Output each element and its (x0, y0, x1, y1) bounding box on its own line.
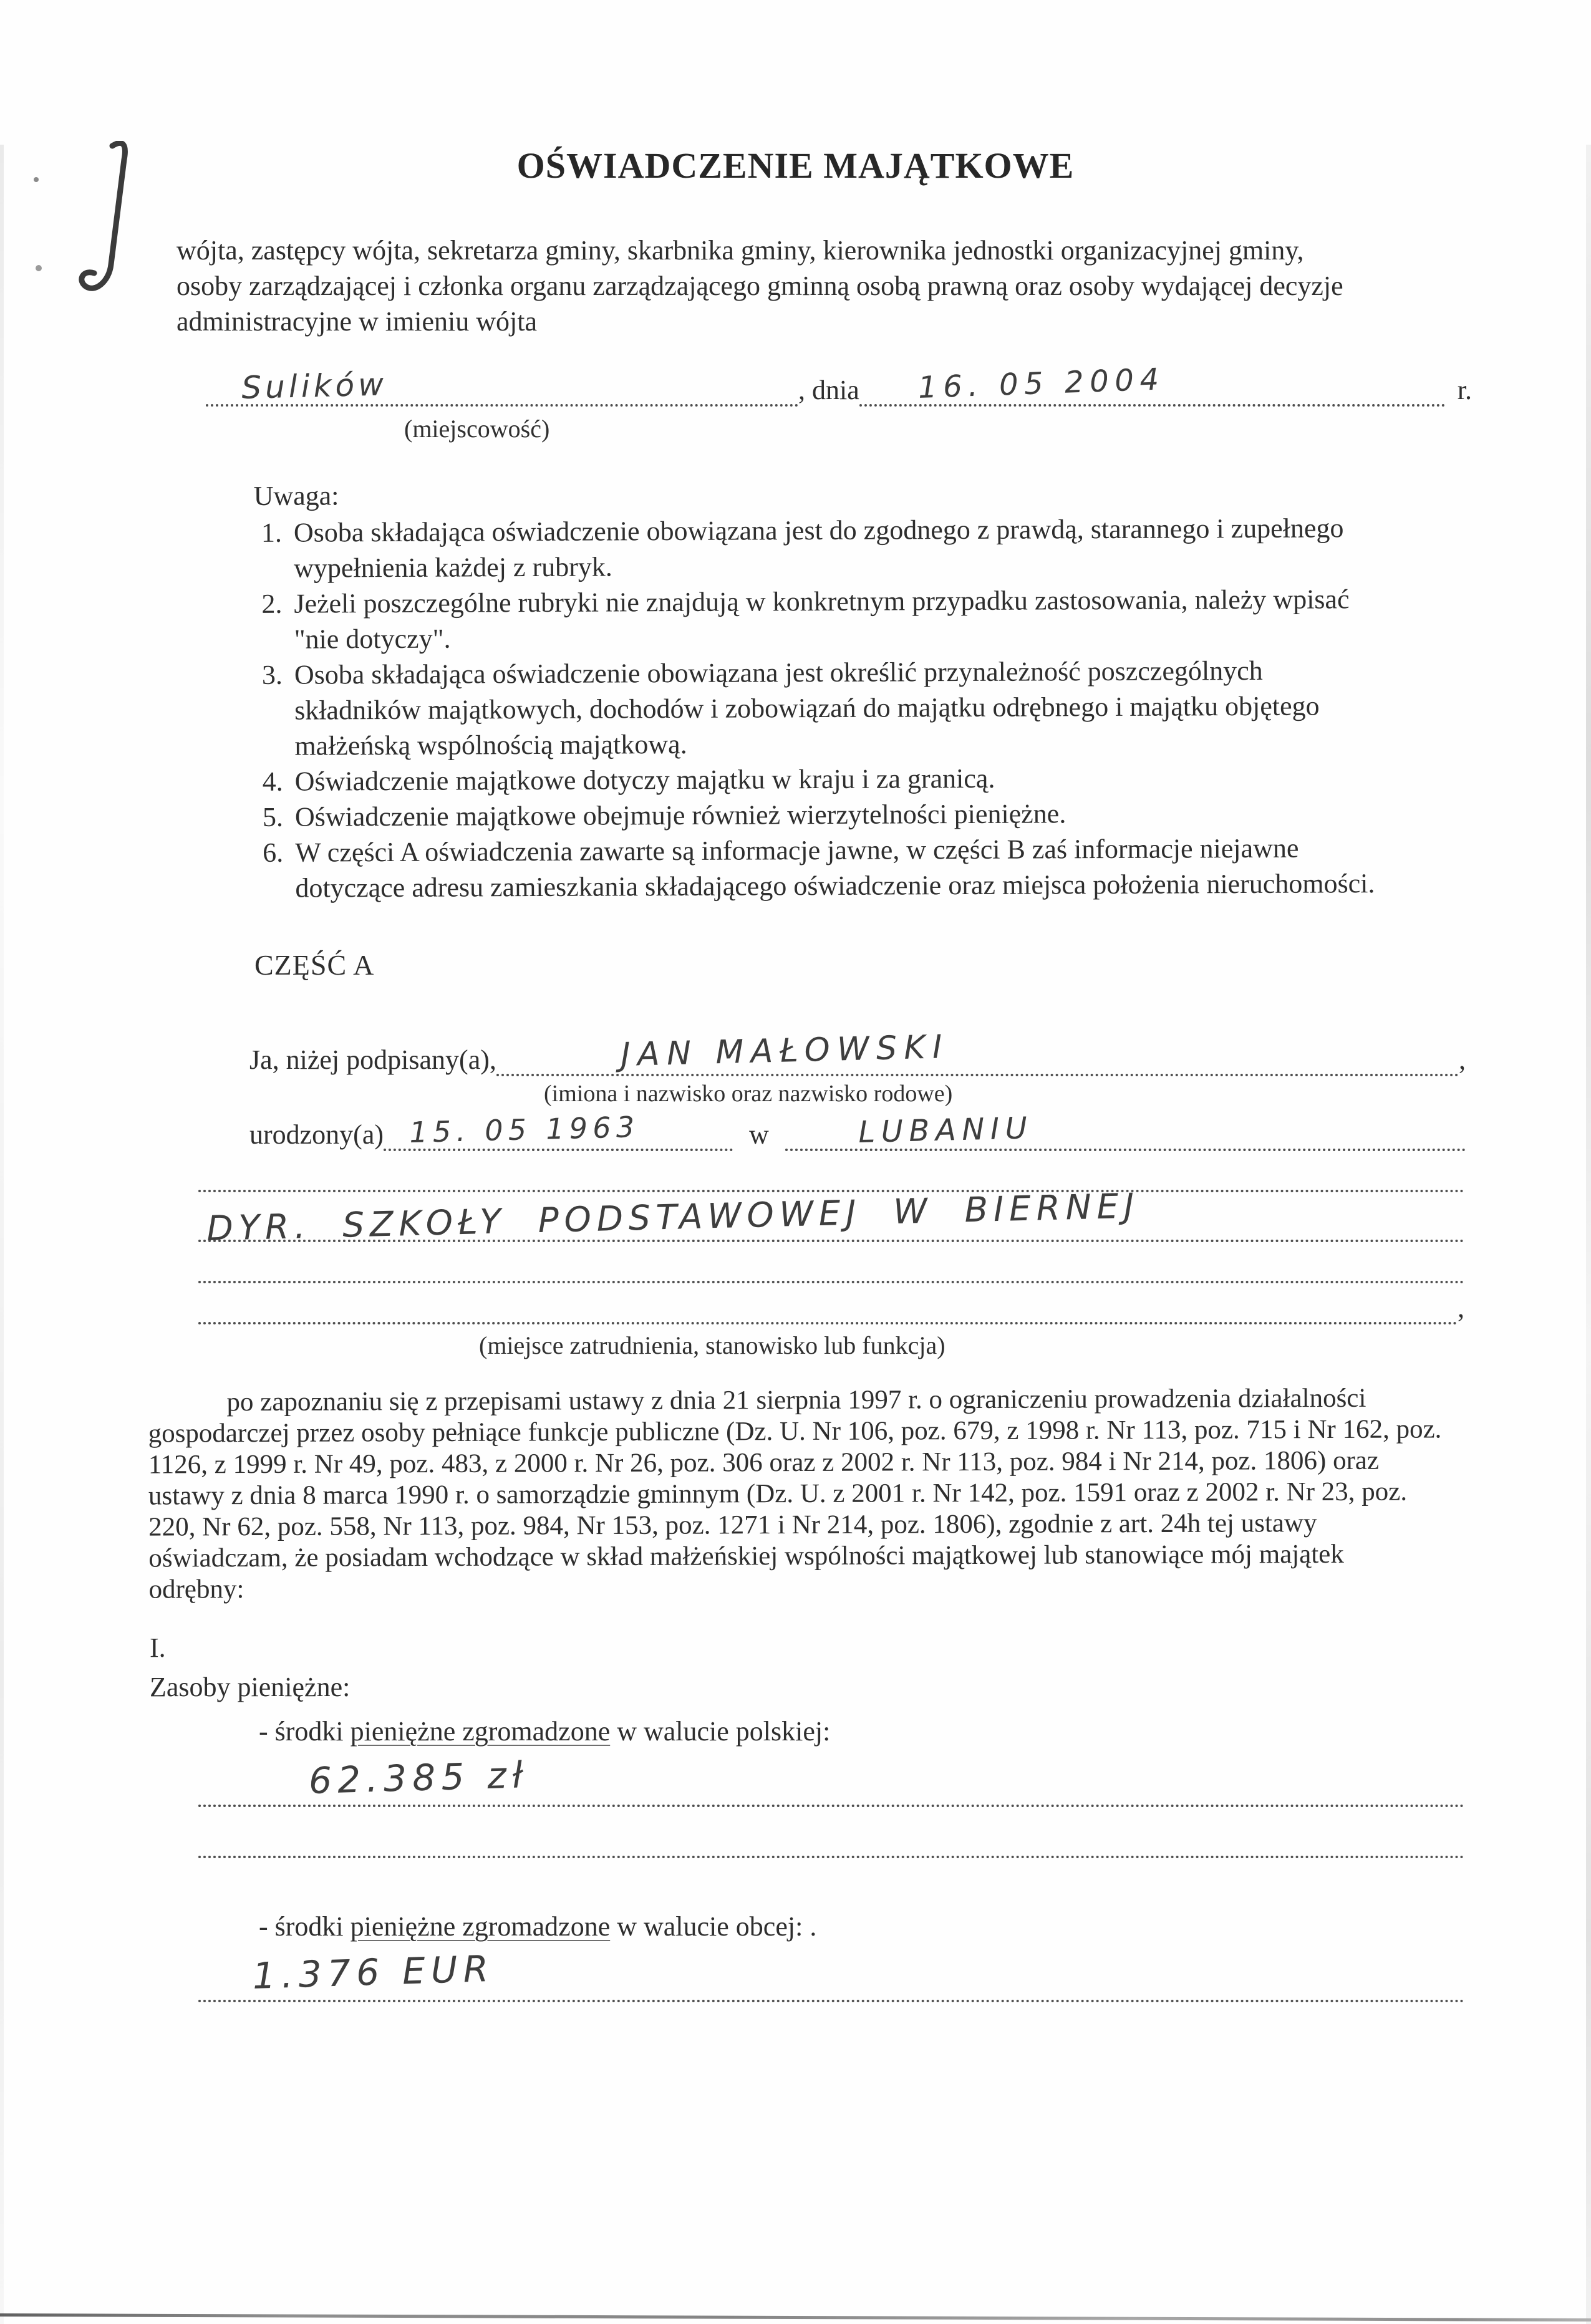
pln-amount-handwriting: 62.385 zł (308, 1753, 529, 1802)
scan-edge-left (0, 145, 4, 2324)
document-title: OŚWIADCZENIE MAJĄTKOWE (516, 145, 1075, 186)
note-item: 5. Oświadczenie majątkowe obejmuje również wierzytelności pieniężne. (290, 794, 1384, 835)
fx-field-line (198, 2000, 1464, 2002)
intro-paragraph: wójta, zastępcy wójta, sekretarza gminy, skarbnika gminy, kierownika jednostki organizacyjnej gminy, osoby zarządzającej i członka organu zarządzającego gminną osobą prawną oraz osoby wydającej decyzje administracyjne w imieniu wójta (177, 235, 1343, 337)
notes-section (254, 473, 1385, 906)
employment-field-line (198, 1185, 1464, 1248)
trailing-comma: , (1459, 1044, 1466, 1075)
part-a-heading: CZĘŚĆ A (254, 949, 375, 981)
note-item: 6. W części A oświadczenia zawarte są informacje jawne, w części B zaś informacje niejawne dotyczące adresu zamieszkania składającego oświadczenie oraz miejsca położenia nieruchomości. (290, 830, 1384, 906)
employment-blank-line (198, 1250, 1464, 1283)
fx-amount-row (198, 1942, 1464, 2002)
pln-amount-row (198, 1747, 1464, 1807)
name-caption: (imiona i nazwisko oraz nazwisko rodowe) (544, 1081, 953, 1107)
employment-row (198, 1185, 1464, 1248)
birth-row (249, 1109, 1466, 1151)
birthdate-field-line (384, 1109, 733, 1151)
employment-handwriting: DYR. SZKOŁY PODSTAWOWEJ W BIERNEJ (206, 1185, 1140, 1248)
section-i-heading: Zasoby pieniężne: (150, 1672, 351, 1702)
employment-blank-line (198, 1159, 1464, 1192)
w-label: w (749, 1119, 769, 1150)
dotted-line (198, 1825, 1464, 1858)
note-item: 3. Osoba składająca oświadczenie obowiązana jest określić przynależność poszczególnych składników majątkowych, dochodów i zobowiązań do majątku odrębnego i majątku objętego małżeńską wspólnością majątkową. (289, 652, 1384, 764)
section-i-numeral: I. (150, 1632, 166, 1663)
place-field-line (206, 366, 798, 407)
name-handwriting: JAN MAŁOWSKI (620, 1028, 950, 1074)
birthdate-handwriting: 15. 05 1963 (409, 1109, 641, 1149)
birthplace-handwriting: LUBANIU (858, 1111, 1033, 1150)
notes-list (254, 510, 1385, 906)
dnia-label: , dnia (798, 375, 859, 405)
fx-amount-handwriting: 1.376 EUR (251, 1947, 495, 1997)
place-handwriting: Sulików (241, 366, 388, 406)
ja-label: Ja, niżej podpisany(a), (249, 1044, 496, 1075)
date-handwriting: 16. 05 2004 (917, 362, 1166, 405)
scan-edge-right (1586, 145, 1591, 2324)
fx-funds-label: - środki pieniężne zgromadzone w walucie obcej: . (259, 1911, 817, 1942)
dotted-line (198, 1291, 1458, 1324)
note-item: 2. Jeżeli poszczególne rubryki nie znajdują w konkretnym przypadku zastosowania, należy wpisać "nie dotyczy". (289, 581, 1383, 657)
note-item: 4. Oświadczenie majątkowe dotyczy majątku w kraju i za granicą. (290, 759, 1384, 799)
pln-field-line (198, 1805, 1464, 1807)
pln-blank-line (198, 1825, 1464, 1858)
name-row (249, 1028, 1466, 1076)
trailing-comma: , (1458, 1293, 1464, 1323)
pln-funds-label: - środki pieniężne zgromadzone w walucie polskiej: (259, 1716, 831, 1747)
legal-paragraph: po zapoznaniu się z przepisami ustawy z dnia 21 sierpnia 1997 r. o ograniczeniu prowadzenia działalności gospodarczej przez osoby pełniące funkcje publiczne (Dz. U. Nr 106, poz. 679, z 1998 r. Nr 113, poz. 715 i Nr 162, poz. 1126, z 1999 r. Nr 49, poz. 483, z 2000 r. Nr 26, poz. 306 oraz z 2002 r. Nr 113, poz. 984 i Nr 214, poz. 1806) oraz ustawy z dnia 8 marca 1990 r. o samorządzie gminnym (Dz. U. z 2001 r. Nr 142, poz. 1591 oraz z 2002 r. Nr 23, poz. 220, Nr 62, poz. 558, Nr 113, poz. 984, Nr 153, poz. 1271 i Nr 214, poz. 1806), zgodnie z art. 24h tej ustawy oświadczam, że posiadam wchodzące w skład małżeńskiej wspólności majątkowej lub stanowiące mój majątek odrębny: (148, 1383, 1442, 1604)
date-field-line (859, 362, 1445, 407)
place-caption: (miejscowość) (404, 415, 550, 443)
pen-stroke-mark (17, 141, 161, 309)
location-date-row (206, 362, 1472, 407)
employment-blank-line-comma (198, 1291, 1464, 1324)
notes-heading: Uwaga: (253, 480, 339, 511)
born-label: urodzony(a) (249, 1119, 384, 1150)
dotted-line (198, 1250, 1464, 1283)
scan-bottom-edge-line (0, 2313, 1591, 2322)
note-item: 1. Osoba składająca oświadczenie obowiązana jest do zgodnego z prawdą, starannego i zupełnego wypełnienia każdej z rubryk. (289, 510, 1383, 586)
scanned-document-page (0, 145, 1591, 2324)
year-suffix-label: r. (1457, 375, 1472, 405)
birthplace-field-line (785, 1111, 1466, 1151)
dotted-line (198, 1159, 1464, 1192)
employment-caption: (miejsce zatrudnienia, stanowisko lub funkcja) (479, 1331, 945, 1359)
name-field-line (496, 1028, 1459, 1076)
